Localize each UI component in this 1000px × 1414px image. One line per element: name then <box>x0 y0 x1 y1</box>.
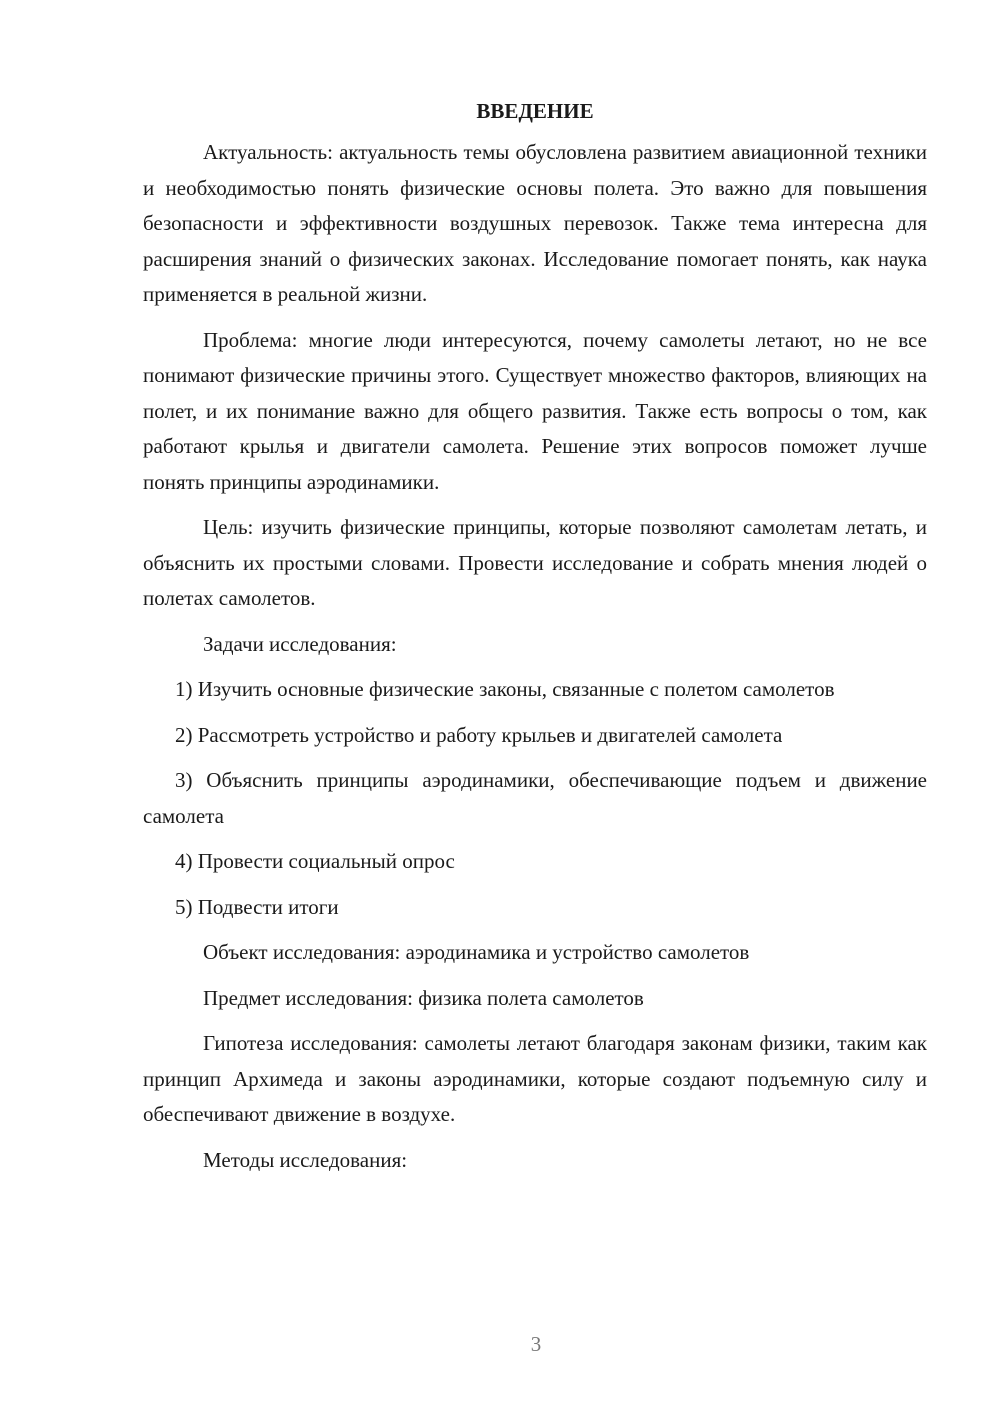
section-title: ВВЕДЕНИЕ <box>476 99 594 123</box>
relevance-paragraph: Актуальность: актуальность темы обусловлена развитием авиационной техники и необходимостью понять физические основы полета. Это важно для повышения безопасности и эффективности воздушных перевозок. Также тема интересна для расширения знаний о физических законах. Исследование помогает понять, как наука применяется в реальной жизни. <box>143 140 927 306</box>
goal-paragraph: Цель: изучить физические принципы, которые позволяют самолетам летать, и объяснить их простыми словами. Провести исследование и собрать мнения людей о полетах самолетов. <box>143 515 927 610</box>
tasks-heading: Задачи исследования: <box>203 631 397 656</box>
page-number: 3 <box>530 1332 542 1356</box>
task-item-3: 3) Объяснить принципы аэродинамики, обеспечивающие подъем и движение самолета <box>143 768 927 828</box>
task-item-5: 5) Подвести итоги <box>175 894 339 919</box>
research-subject: Предмет исследования: физика полета самолетов <box>203 985 644 1010</box>
problem-paragraph: Проблема: многие люди интересуются, почему самолеты летают, но не все понимают физические причины этого. Существует множество факторов, влияющих на полет, и их понимание важно для общего развития. Также есть вопросы о том, как работают крылья и двигатели самолета. Решение этих вопросов поможет лучше понять принципы аэродинамики. <box>143 327 927 494</box>
methods-heading: Методы исследования: <box>203 1147 408 1172</box>
research-hypothesis: Гипотеза исследования: самолеты летают благодаря законам физики, таким как принцип Архимеда и законы аэродинамики, которые создают подъемную силу и обеспечивают движение в воздухе. <box>143 1031 927 1126</box>
task-item-1: 1) Изучить основные физические законы, связанные с полетом самолетов <box>175 677 835 701</box>
research-object: Объект исследования: аэродинамика и устройство самолетов <box>203 940 750 964</box>
page-content <box>143 94 927 1188</box>
task-item-4: 4) Провести социальный опрос <box>175 849 455 873</box>
task-item-2: 2) Рассмотреть устройство и работу крыльев и двигателей самолета <box>175 722 783 747</box>
